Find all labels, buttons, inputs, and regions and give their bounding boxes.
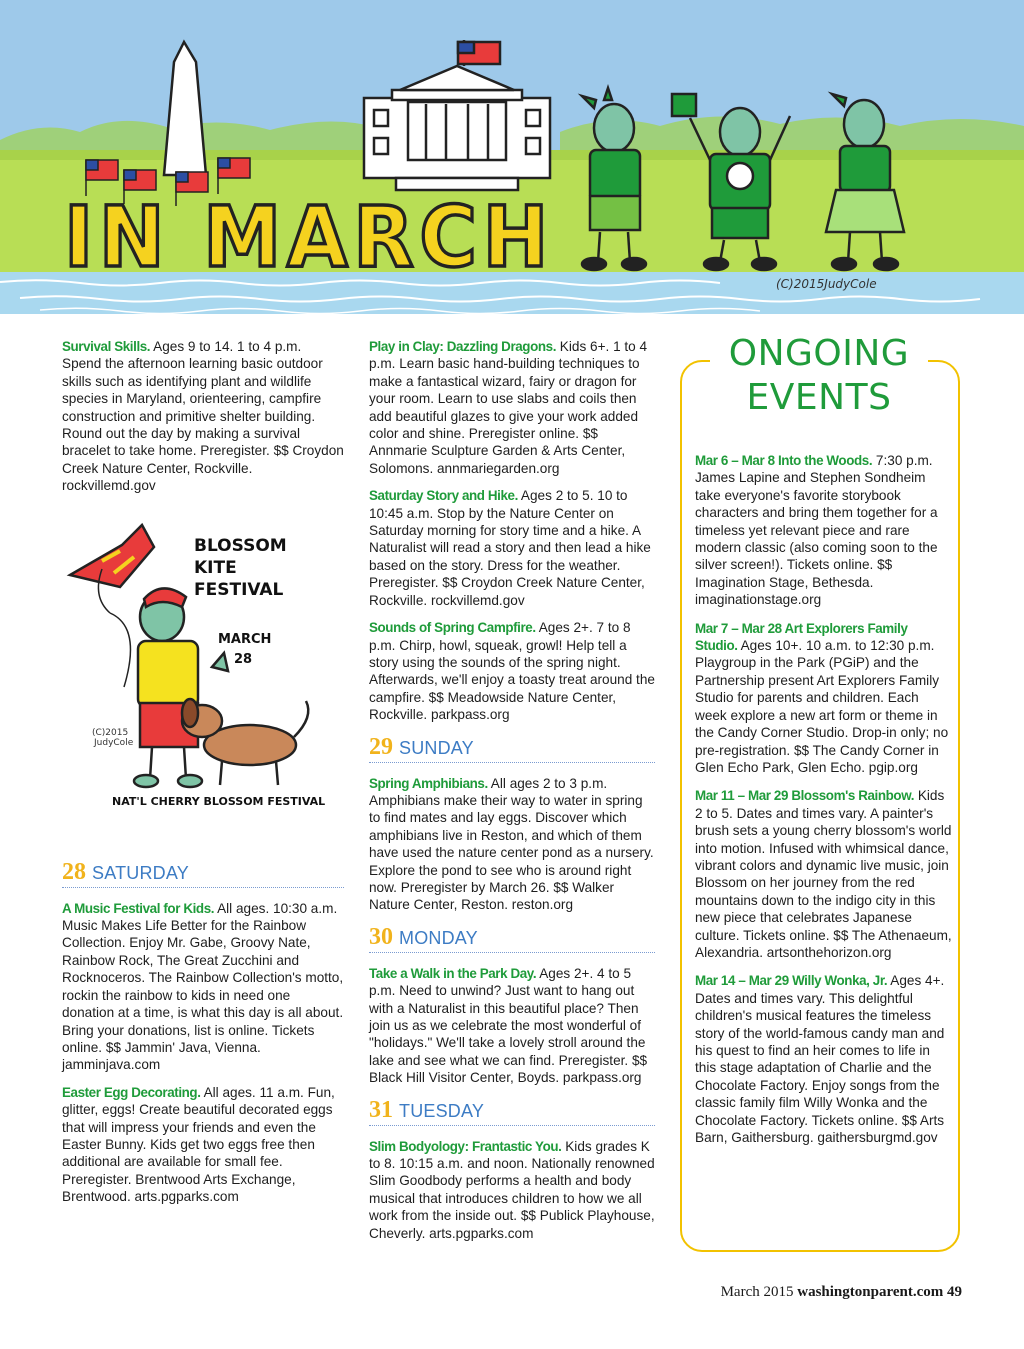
ongoing-title — [710, 332, 928, 420]
event-description: Kids grades K to 8. 10:15 a.m. and noon. Nationally renowned Slim Goodbody performs a health and body musical that introduces children to how we all work from the inside out. $$ Publick Playhouse, Cheverly. arts.pgparks.com — [369, 1138, 655, 1241]
footer-page-number: 49 — [947, 1284, 962, 1300]
kite-credit-line-2: JudyCole — [94, 737, 134, 748]
event-title: Take a Walk in the Park Day. — [369, 965, 537, 981]
event-title: Sounds of Spring Campfire. — [369, 620, 536, 636]
event-blossoms-rainbow — [695, 787, 953, 961]
event-description: Ages 2+. 4 to 5 p.m. Need to unwind? Just want to hang out with a Naturalist in this beautiful place? Then join us as we celebrate the most wonderful of "holidays." We'll take a lovely stroll around the lake and see what we can find. Preregister. $$ Black Hill Visitor Center, Boyds. parkpass.org — [369, 965, 648, 1086]
kite-title-line-1: BLOSSOM — [194, 535, 287, 556]
ongoing-title-line-1: ONGOING — [728, 333, 910, 374]
event-description: Ages 4+. Dates and times vary. This delightful children's musical features the timeless story of the world-famous candy man and his quest to find an heir comes to life in this stage adaptation of Charlie and the Chocolate Factory. Enjoy songs from the classic family film Willy Wonka and the Chocolate Factory. Tickets online. $$ Arts Barn, Gaithersburg. gaithersburgmd.gov — [695, 973, 945, 1146]
event-into-the-woods — [695, 452, 953, 609]
event-title: Slim Bodyology: Frantastic You. — [369, 1138, 562, 1154]
event-willy-wonka — [695, 972, 953, 1146]
event-walk-in-park — [369, 965, 655, 1087]
banner-title: IN MARCH — [64, 188, 554, 286]
kite-date-line-1: MARCH — [218, 631, 272, 647]
kite-credit-line-1: (C)2015 — [92, 727, 129, 738]
banner-credit: (C)2015JudyCole — [776, 277, 877, 291]
event-title: Mar 11 – Mar 29 Blossom's Rainbow. — [695, 788, 915, 804]
day-number: 30 — [369, 923, 393, 950]
event-easter-egg — [62, 1084, 344, 1206]
event-title: Spring Amphibians. — [369, 775, 488, 791]
day-name: SATURDAY — [92, 862, 189, 883]
event-survival-skills — [62, 338, 344, 495]
kite-date-line-2: 28 — [234, 651, 253, 667]
day-number: 29 — [369, 733, 393, 760]
day-header-28 — [62, 859, 344, 888]
event-title: Saturday Story and Hike. — [369, 488, 518, 504]
event-title: A Music Festival for Kids. — [62, 900, 215, 916]
event-title: Mar 14 – Mar 29 Willy Wonka, Jr. — [695, 973, 888, 989]
event-description: Kids 2 to 5. Dates and times vary. A painter's brush sets a young cherry blossom's world into motion. Infused with whimsical dance, vibrant colors and dynamic live music, join Blossom on her journey from the red mountains down to the indigo city in this new piece that celebrates Japanese culture. Tickets online. $$ The Athenaeum, Alexandria. artsonthehorizon.org — [695, 788, 952, 960]
day-name: SUNDAY — [399, 737, 474, 758]
day-header-31 — [369, 1097, 655, 1126]
day-number: 28 — [62, 858, 86, 885]
event-description: Kids 6+. 1 to 4 p.m. Learn basic hand-building techniques to make a fantastical wizard, fairy or dragon for your room. Learn to use slabs and coils then add beautiful glazes to give your work added color and shine. Preregister online. $$ Annmarie Sculpture Garden & Arts Center, Solomons. annmariegarden.org — [369, 339, 648, 476]
event-music-festival — [62, 900, 344, 1074]
day-name: MONDAY — [399, 927, 478, 948]
event-description: Ages 2 to 5. 10 to 10:45 a.m. Stop by the Nature Center on Saturday morning for story time and a hike. A Naturalist will read a story and then lead a hike based on the story. Dress for the weather. Preregister. $$ Croydon Creek Nature Center, Rockville. rockvillemd.gov — [369, 488, 651, 608]
event-title: Survival Skills. — [62, 339, 151, 354]
column-1 — [62, 338, 344, 1216]
event-description: Ages 10+. 10 a.m. to 12:30 p.m. Playgroup in the Park (PGiP) and the Partnership present Art Explorers Family Studio for parents and children. Each week explore a new art form or theme in the Candy Corner Studio. Drop-in only; no pre-registration. $$ The Candy Corner in Glen Echo Park, Glen Echo. pgip.org — [695, 638, 949, 775]
footer-site: washingtonparent.com — [797, 1284, 944, 1300]
footer-month: March 2015 — [720, 1284, 794, 1300]
column-2 — [369, 338, 655, 1252]
event-description: All ages. 11 a.m. Fun, glitter, eggs! Create beautiful decorated eggs that will impress your friends and even the Easter Bunny. Kids get two eggs free then additional are available for small fee. Preregister. Brentwood Arts Exchange, Brentwood. arts.pgparks.com — [62, 1084, 335, 1205]
event-slim-bodyology — [369, 1138, 655, 1242]
day-number: 31 — [369, 1096, 393, 1123]
event-title: Mar 7 – Mar 28 Art Explorers Family Studio. — [695, 620, 908, 654]
event-title: Mar 6 – Mar 8 Into the Woods. — [695, 453, 873, 468]
kite-title-line-3: FESTIVAL — [194, 579, 284, 600]
kite-caption: NAT'L CHERRY BLOSSOM FESTIVAL — [112, 794, 326, 808]
ongoing-events-list — [695, 452, 953, 1157]
page-footer — [721, 1284, 962, 1301]
ongoing-title-line-2: EVENTS — [746, 377, 892, 418]
event-story-hike — [369, 487, 655, 609]
kite-festival-illustration — [62, 517, 344, 847]
event-description: 7:30 p.m. James Lapine and Stephen Sondheim take everyone's favorite storybook characters and bring them together for a timeless yet relevant piece and rare modern classic (also coming soon to the silver screen!). Tickets online. $$ Imagination Stage, Bethesda. imaginationstage.org — [695, 453, 938, 608]
event-art-explorers — [695, 620, 953, 777]
ongoing-events-section — [680, 332, 960, 1252]
event-description: All ages. 10:30 a.m. Music Makes Life Better for the Rainbow Collection. Enjoy Mr. Gabe, Groovy Nate, Rainbow Rock, The Great Zucchini and Rocknoceros. The Rainbow Collection's motto, rockin the rainbow to kids in need one donation at a time, is what this day is all about. Bring your donations, list is online. Tickets online. $$ Jammin' Java, Vienna. jamminjava.com — [62, 900, 344, 1073]
event-description: Ages 9 to 14. 1 to 4 p.m. Spend the afternoon learning basic outdoor skills such as identifying plant and wildlife species in Maryland, orienteering, campfire construction and primitive shelter building. Round out the day by making a survival bracelet to take home. Preregister. $$ Croydon Creek Nature Center, Rockville. rockvillemd.gov — [62, 339, 344, 494]
event-spring-campfire — [369, 619, 655, 723]
event-play-in-clay — [369, 338, 655, 477]
day-name: TUESDAY — [399, 1100, 485, 1121]
kite-title-line-2: KITE — [194, 557, 237, 578]
day-header-30 — [369, 924, 655, 953]
day-header-29 — [369, 734, 655, 763]
event-description: All ages 2 to 3 p.m. Amphibians make their way to water in spring to find mates and lay eggs. Discover which amphibians live in Reston, and which of them have used the nature center pond as a nursery. Explore the pond to see who is around right now. Preregister by March 26. $$ Walker Nature Center, Reston. reston.org — [369, 775, 654, 913]
event-title: Play in Clay: Dazzling Dragons. — [369, 339, 557, 354]
event-description: Ages 2+. 7 to 8 p.m. Chirp, howl, squeak, growl! Help tell a story using the sounds of the spring night. Afterwards, we'll enjoy a toasty treat around the campfire. $$ Meadowside Nature Center, Rockville. parkpass.org — [369, 620, 655, 723]
event-title: Easter Egg Decorating. — [62, 1084, 201, 1100]
event-spring-amphibians — [369, 775, 655, 914]
banner-illustration — [0, 0, 1024, 314]
